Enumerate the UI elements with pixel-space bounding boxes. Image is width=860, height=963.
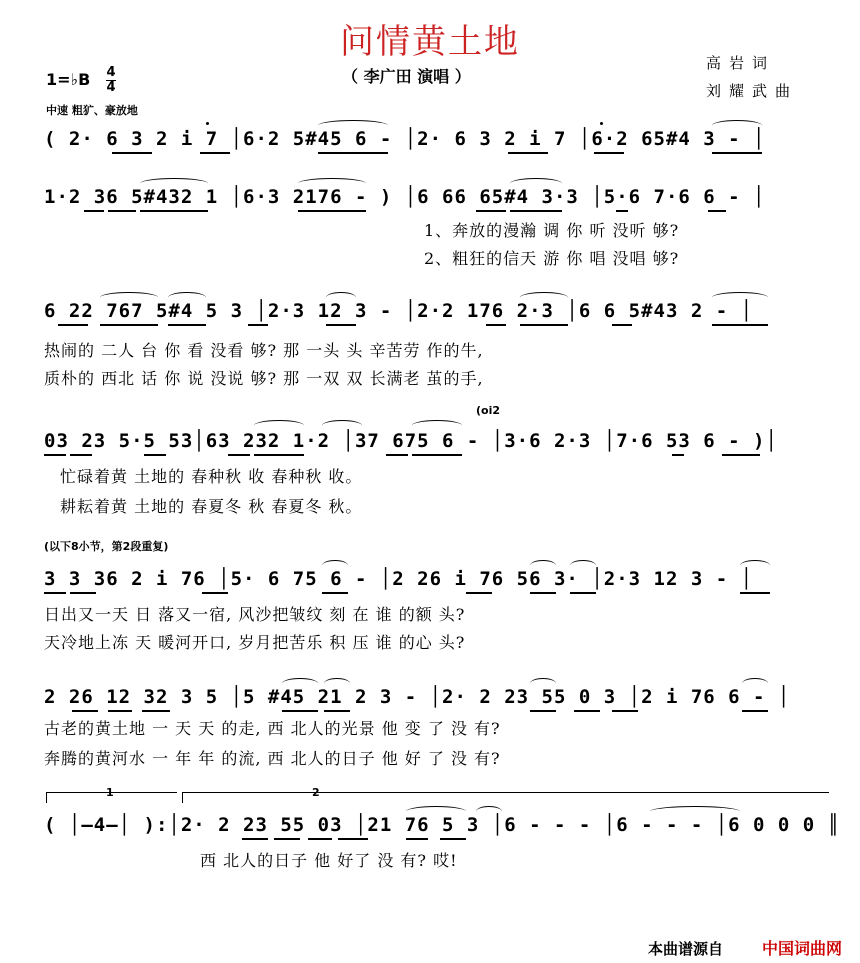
- song-title: 问情黄土地: [340, 22, 520, 62]
- meter-bottom: 4: [106, 80, 116, 95]
- performer: （ 李广田 演唱 ）: [342, 67, 471, 86]
- footer-source: 本曲谱源自: [648, 940, 724, 958]
- time-signature: [106, 66, 116, 95]
- lyric-row-2-verse-1: 1、奔放的漫瀚 调 你 听 没听 够?: [424, 221, 680, 240]
- repeat-instruction: (以下8小节，第2段重复): [44, 540, 169, 553]
- lyric-row-3-verse-1: 热闹的 二人 台 你 看 没看 够? 那 一头 头 辛苦劳 作的牛,: [44, 341, 484, 360]
- composer-credit: 刘耀武曲: [706, 82, 799, 100]
- score-row-5: 3 3 36 2 i 76 │5· 6 75 6 - │2 26 i 76 56 3· │2·3 12 3 - │: [44, 568, 754, 590]
- footer-site-link[interactable]: 中国词曲网: [762, 939, 843, 958]
- score-row-6: 2 26 12 32 3 5 │5 #45 21 2 3 - │2· 2 23 55 0 3 │2 i 76 6 - │: [44, 686, 791, 708]
- lyricist-credit: 高岩词: [706, 54, 776, 72]
- lyric-row-4-verse-1: 忙碌着黄 土地的 春种秋 收 春种秋 收。: [60, 467, 363, 486]
- lyric-row-3-verse-2: 质朴的 西北 话 你 说 没说 够? 那 一双 双 长满老 茧的手,: [44, 369, 484, 388]
- lyric-row-4-verse-2: 耕耘着黄 土地的 春夏冬 秋 春夏冬 秋。: [60, 497, 363, 516]
- volta-label-1: 1: [106, 786, 114, 799]
- meter-top: 4: [106, 65, 116, 80]
- score-row-4: 03 23 5·5 53│63 232 1·2 │37 675 6 - │3·6 2·3 │7·6 53 6 - )│: [44, 430, 778, 452]
- score-row-7: ( │—4—│ ):│2· 2 23 55 03 │21 76 5 3 │6 - - - │6 - - - │6 0 0 0 ║: [44, 814, 841, 836]
- score-row-3: 6 22 767 5#4 5 3 │2·3 12 3 - │2·2 176 2·3 │6 6 5#43 2 - │: [44, 300, 754, 322]
- lyric-row-2-verse-2: 2、粗狂的信天 游 你 唱 没唱 够?: [424, 249, 680, 268]
- lyric-row-5-verse-2: 天冷地上冻 天 暖河开口, 岁月把苦乐 积 压 谁 的心 头?: [44, 633, 466, 652]
- key-signature: 1=♭B: [46, 70, 91, 89]
- score-row-2: 1·2 36 5#432 1 │6·3 2176 - ) │6 66 65#4 3·3 │5·6 7·6 6 - │: [44, 186, 766, 208]
- lyric-row-6-verse-2: 奔腾的黄河水 一 年 年 的流, 西 北人的日子 他 好 了 没 有?: [44, 749, 501, 768]
- ossia-notes: (oi2: [476, 404, 501, 417]
- tempo-marking: 中速 粗犷、豪放地: [46, 104, 138, 117]
- volta-bracket-2: [182, 792, 829, 803]
- lyric-row-5-verse-1: 日出又一天 日 落又一宿, 风沙把皱纹 刻 在 谁 的额 头?: [44, 605, 466, 624]
- lyric-row-7: 西 北人的日子 他 好了 没 有? 哎!: [200, 851, 458, 870]
- lyric-row-6-verse-1: 古老的黄土地 一 天 天 的走, 西 北人的光景 他 变 了 没 有?: [44, 719, 501, 738]
- score-row-1: ( 2· 6 3 2 i 7 │6·2 5#45 6 - │2· 6 3 2 i 7 │6·2 65#4 3 - │: [44, 128, 766, 150]
- volta-label-2: 2: [312, 786, 320, 799]
